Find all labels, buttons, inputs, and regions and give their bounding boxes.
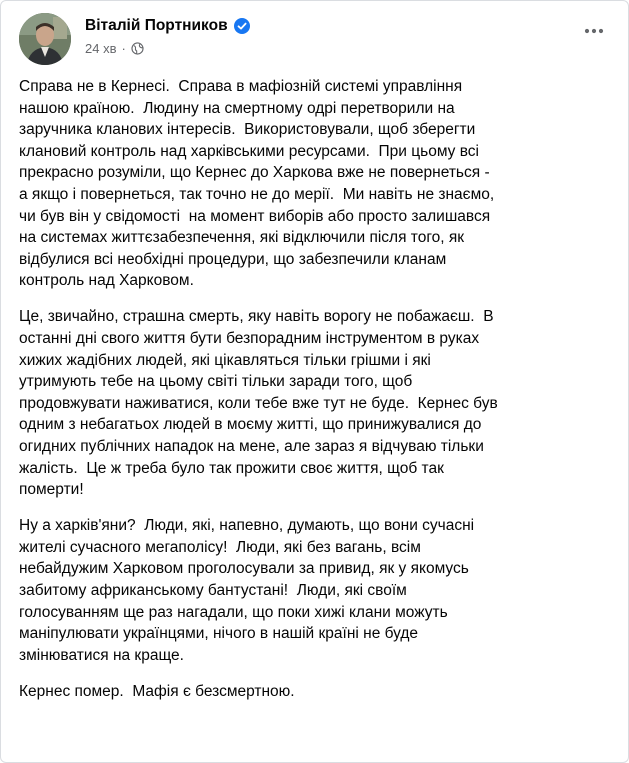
more-options-button[interactable]: [578, 21, 610, 41]
post-text-line: Кернес помер. Мафія є безсмертною.: [19, 682, 295, 700]
post-text-line: голосуванням ще раз нагадали, що поки хижі клани можуть: [19, 603, 448, 621]
avatar-photo: [19, 13, 71, 65]
post-text-line: продовжувати наживатися, коли тебе вже тут не буде. Кернес був: [19, 394, 498, 412]
post-timestamp[interactable]: 24 хв: [85, 41, 117, 56]
post-text-line: Це, звичайно, страшна смерть, яку навіть ворогу не побажаєш. В: [19, 308, 494, 326]
post-text-line: відбулися всі необхідні процедури, що забезпечили кланам: [19, 250, 447, 268]
post-text-line: утримують тебе на цьому світі тільки заради того, щоб: [19, 373, 413, 391]
post-text-line: жалість. Це ж треба було так прожити своє життя, щоб так: [19, 459, 444, 477]
post-text-line: чи був він у свідомості на момент виборів або просто залишався: [19, 207, 491, 225]
post-text-line: прекрасно розуміли, що Кернес до Харкова вже не повернеться -: [19, 164, 490, 182]
post-text-line: клановий контроль над харківськими ресурсами. При цьому всі: [19, 142, 479, 160]
post-text-line: забитому африканському бантустані! Люди, які своїм: [19, 582, 407, 600]
author-name-row: [85, 17, 250, 35]
author-avatar[interactable]: [19, 13, 71, 65]
post-meta: [85, 41, 144, 56]
post-paragraph: [19, 515, 614, 666]
post-text-line: контроль над Харковом.: [19, 272, 194, 290]
post-text-line: огидних публічних нападок на мене, але зараз я відчуваю тільки: [19, 438, 484, 455]
post-text-line: нашою країною. Людину на смертному одрі перетворили на: [19, 99, 455, 117]
post-text-line: Ну а харків'яни? Люди, які, напевно, думають, що вони сучасні: [19, 517, 475, 535]
post-header: [19, 13, 610, 65]
author-name[interactable]: Віталій Портников: [85, 17, 228, 34]
post-paragraph: [19, 306, 614, 500]
post-text-line: жителі сучасного мегаполісу! Люди, які без вагань, всім: [19, 538, 421, 556]
post-paragraph: [19, 76, 614, 292]
globe-icon[interactable]: [131, 42, 144, 55]
post-text-line: маніпулювати українцями, нічого в нашій країні не буде: [19, 625, 419, 643]
post-paragraph: [19, 681, 614, 703]
post-text-line: змінюватися на краще.: [19, 646, 184, 664]
verified-badge-icon: [234, 18, 250, 34]
post-text-line: заручника кланових інтересів. Використовували, щоб зберегти: [19, 121, 476, 139]
post-text-line: Справа не в Кернесі. Справа в мафіозній системі управління: [19, 78, 463, 95]
post-text-line: одним з небагатьох людей в моєму житті, що принижувалися до: [19, 416, 482, 434]
meta-separator: ·: [121, 41, 126, 56]
post-text-line: а якщо і повернеться, так точно не до мерії. Ми навіть не знаємо,: [19, 185, 495, 203]
post-text: [19, 76, 614, 717]
post-text-line: померти!: [19, 481, 84, 499]
post-text-line: на системах життєзабезпечення, які відключили після того, як: [19, 229, 465, 247]
post-text-line: останні дні свого життя бути безпорадним інструментом в руках: [19, 330, 480, 348]
post-text-line: небайдужим Харковом проголосували за привид, як у якомусь: [19, 560, 469, 578]
post-text-line: хижих жадібних людей, які цікавляться тільки грішми і які: [19, 351, 431, 369]
more-options-icon: [584, 28, 604, 34]
